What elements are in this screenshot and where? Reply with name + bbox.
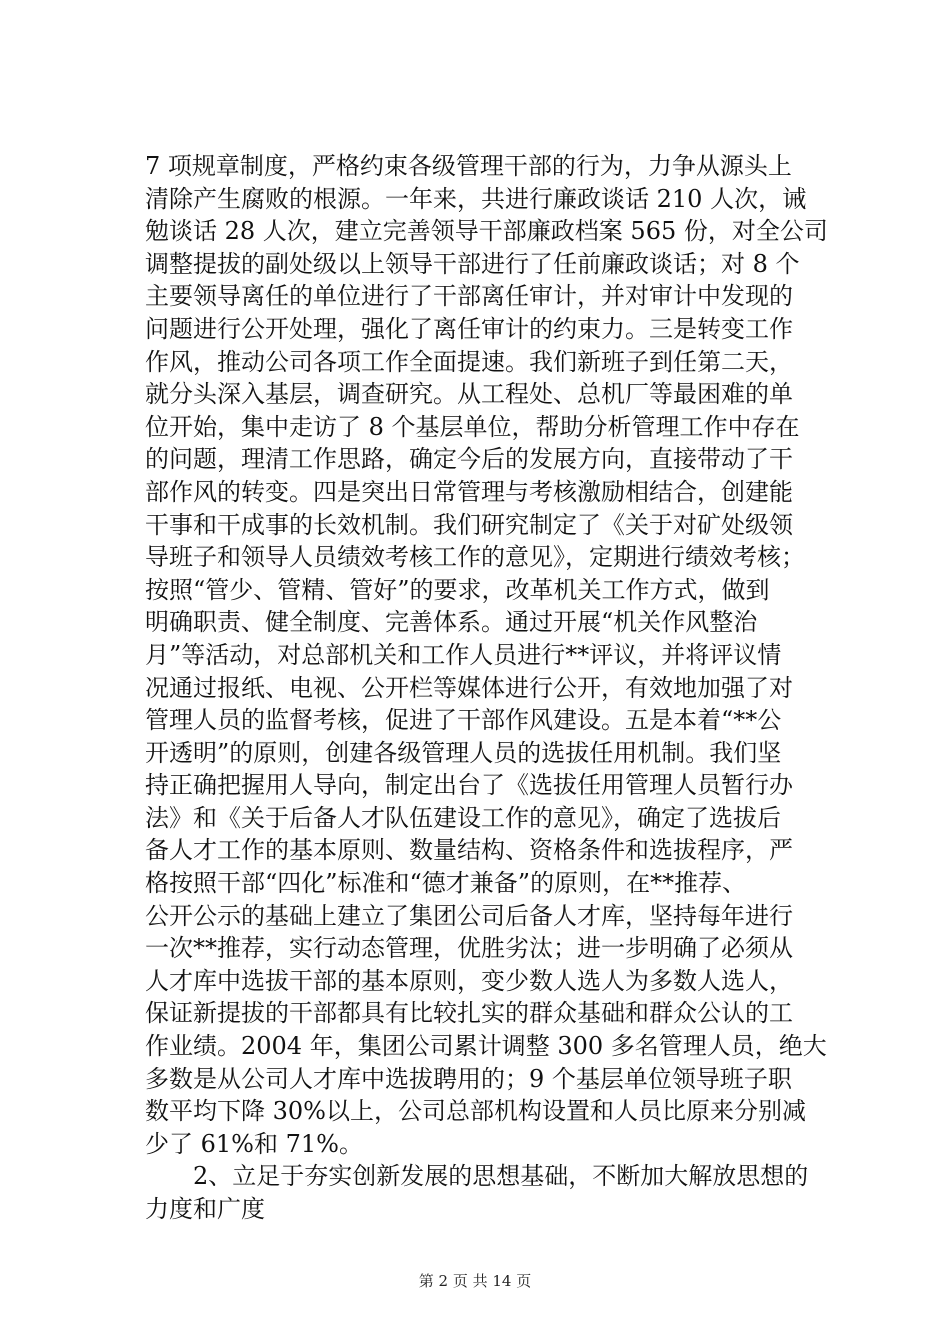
text-line: 明确职责、健全制度、完善体系。通过开展“机关作风整治 bbox=[145, 608, 758, 637]
page-footer: 第 2 页 共 14 页 bbox=[418, 1272, 532, 1290]
text-line: 月”等活动，对总部机关和工作人员进行**评议，并将评议情 bbox=[145, 640, 782, 669]
text-line: 备人才工作的基本原则、数量结构、资格条件和选拔程序，严 bbox=[145, 836, 793, 865]
text-line: 导班子和领导人员绩效考核工作的意见》，定期进行绩效考核； bbox=[145, 543, 805, 572]
text-line: 勉谈话 28 人次，建立完善领导干部廉政档案 565 份，对全公司 bbox=[145, 217, 828, 246]
section-heading-line: 力度和广度 bbox=[145, 1195, 265, 1223]
text-line: 按照“管少、管精、管好”的要求，改革机关工作方式，做到 bbox=[145, 575, 770, 604]
text-line: 部作风的转变。四是突出日常管理与考核激励相结合，创建能 bbox=[145, 477, 793, 506]
text-line: 格按照干部“四化”标准和“德才兼备”的原则，在**推荐、 bbox=[145, 869, 747, 898]
text-line: 保证新提拔的干部都具有比较扎实的群众基础和群众公认的工 bbox=[145, 999, 793, 1028]
text-line: 管理人员的监督考核，促进了干部作风建设。五是本着“**公 bbox=[145, 706, 782, 735]
text-line: 持正确把握用人导向，制定出台了《选拔任用管理人员暂行办 bbox=[145, 771, 793, 800]
text-line: 公开公示的基础上建立了集团公司后备人才库，坚持每年进行 bbox=[145, 901, 793, 930]
text-line: 数平均下降 30%以上，公司总部机构设置和人员比原来分别减 bbox=[145, 1097, 806, 1126]
text-line: 况通过报纸、电视、公开栏等媒体进行公开，有效地加强了对 bbox=[145, 673, 793, 702]
text-line: 清除产生腐败的根源。一年来，共进行廉政谈话 210 人次，诫 bbox=[145, 184, 807, 213]
body-text bbox=[145, 150, 828, 1226]
text-line: 多数是从公司人才库中选拔聘用的；9 个基层单位领导班子职 bbox=[145, 1064, 792, 1093]
text-line: 干事和干成事的长效机制。我们研究制定了《关于对矿处级领 bbox=[145, 510, 793, 539]
text-line: 作风，推动公司各项工作全面提速。我们新班子到任第二天， bbox=[145, 347, 793, 376]
text-line: 少了 61%和 71%。 bbox=[145, 1129, 363, 1158]
text-line: 主要领导离任的单位进行了干部离任审计，并对审计中发现的 bbox=[145, 282, 793, 311]
text-line: 调整提拔的副处级以上领导干部进行了任前廉政谈话；对 8 个 bbox=[145, 249, 800, 278]
section-heading-line: 2、立足于夯实创新发展的思想基础，不断加大解放思想的 bbox=[145, 1162, 809, 1191]
text-line: 一次**推荐，实行动态管理，优胜劣汰；进一步明确了必须从 bbox=[145, 934, 793, 963]
text-line: 开透明”的原则，创建各级管理人员的选拔任用机制。我们坚 bbox=[145, 738, 782, 767]
text-line: 法》和《关于后备人才队伍建设工作的意见》，确定了选拔后 bbox=[145, 803, 781, 832]
text-line: 作业绩。2004 年，集团公司累计调整 300 多名管理人员，绝大 bbox=[145, 1032, 827, 1061]
text-line: 的问题，理清工作思路，确定今后的发展方向，直接带动了干 bbox=[145, 445, 793, 474]
text-line: 问题进行公开处理，强化了离任审计的约束力。三是转变工作 bbox=[145, 314, 793, 343]
text-line: 人才库中选拔干部的基本原则，变少数人选人为多数人选人， bbox=[145, 966, 793, 995]
text-line: 就分头深入基层，调查研究。从工程处、总机厂等最困难的单 bbox=[145, 380, 793, 409]
text-line: 7 项规章制度，严格约束各级管理干部的行为，力争从源头上 bbox=[145, 152, 792, 180]
text-line: 位开始，集中走访了 8 个基层单位，帮助分析管理工作中存在 bbox=[145, 412, 800, 441]
